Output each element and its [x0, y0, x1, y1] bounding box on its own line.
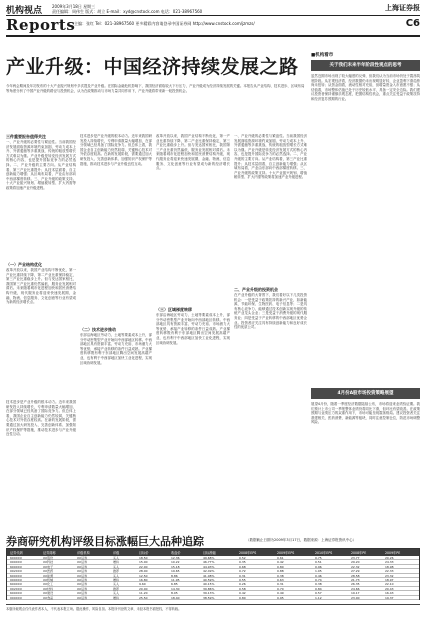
table-cell: 0.74 [315, 578, 322, 582]
editor-line: 责任编辑：周伟生 版式：胡立 E-mail：xyd@cnstock.com 电话：021-38967560 [52, 9, 203, 14]
footer-disclaimer: 本版所载观点仅代表作者本人，不代表本报立场。据此操作，风险自担。本报所刊登的文章，未经本报书面授权，不得转载。 [6, 604, 420, 618]
page-headline: 产业升级：中国经济持续发展之路 [6, 56, 299, 78]
table-cell: 9.60 [139, 582, 146, 587]
section-title: 三件重要报告值得关注 [6, 134, 46, 139]
table-cell: 22.00 [139, 564, 148, 569]
table-cell: XX医药 [43, 569, 54, 574]
section-title: （一）产业结构优化 [6, 262, 42, 267]
table-header-cell: 评级机构 [77, 551, 90, 555]
table-cell: 16.43 [385, 591, 394, 596]
table-cell: 6.85 [171, 582, 178, 587]
table-header-cell: 收盘价 [171, 551, 181, 555]
table-cell: XX股份 [43, 556, 54, 560]
table-cell: 0.88 [277, 569, 284, 574]
column-tag: ■机构看市 [311, 53, 334, 58]
reports-title: Reports [6, 16, 76, 34]
article-text: 改革开放以来，我国产业结构不断优化，第一产业比重持续下降，第二产业比重保持稳定，第三产业比重稳步上升。但与发达国家相比，我国第三产业比重仍然偏低，服务业发展相对滞后。未来随着城市化进程加快和居民消费结构升级，现代服务业将迎来快速发展期，金融、物流、信息服务、文化创意等行业有望成为新的经济增长点。 [156, 134, 230, 171]
table-cell: 23.00 [351, 595, 360, 600]
table-cell: 002XXX [10, 569, 22, 574]
table-cell: 0.38 [277, 573, 284, 578]
page-number: C6 [405, 18, 420, 29]
table-cell: 0.61 [277, 556, 284, 560]
article-text: 在产业升级的大背景下，我们看好以下几类投资机会：一是受益于政策扶持的新兴产业，如新能源、节能环保、生物医药、电子信息等；二是具有核心竞争力、能够通过技术创新实现升级的传统产业龙头企业；三是受益于消费升级的现代服务业；四是受益于产业转移的中西部地区优势企业。投资者应关注具有持续创新能力和良好成长性的优质公司。 [234, 293, 307, 330]
article-text: 技术进步是产业升级的根本动力。近年来我国研发投入持续增长，专利申请数量大幅增加，在部分领域已经具备了国际竞争力。但总体上看，我国企业自主创新能力仍然较弱，关键核心技术对外依存度较高。在新的发展阶段，需要通过加大研发投入、完善创新体系、加强知识产权保护等措施，推动技术进步与产业升级良性互动。 [80, 134, 152, 166]
table-cell: XX证券 [77, 582, 88, 587]
table-cell: 41.08% [203, 573, 215, 578]
table-cell: XX科技 [43, 560, 54, 565]
table-cell: XX证券 [77, 573, 88, 578]
table-cell: 000XXX [10, 595, 22, 600]
table-header-cell: 2008年EPS [239, 551, 257, 555]
table-cell: 0.63 [277, 578, 284, 582]
table-cell: 24.33 [385, 560, 394, 565]
date-text: 2009年3月18日 星期三 [52, 4, 96, 9]
table-cell: 0.42 [277, 560, 284, 565]
table-cell: 21.73 [351, 578, 360, 582]
table-cell: 18.98 [385, 564, 394, 569]
table-cell: 1.05 [315, 569, 322, 574]
article-text: 一、产业升级的必要性与紧迫性。当前我国经济发展面临资源环境约束加剧、劳动力成本上升、外需萎缩等多重挑战，传统的粗放型增长方式难以为继。产业升级是转变经济发展方式的核心内容，也是提升国际竞争力的必然选择。二、产业升级的主要方向。从产业结构看，第三产业比重提升；从技术层面看，自主创新能力增强；从区域布局看，产业由东部向中西部梯度转移。三、产业升级的政策支持。十大产业振兴规划、增值税转型、扩大内需等政策将加速产业升级进程。 [6, 140, 76, 190]
table-cell: 18.97 [385, 578, 394, 582]
table-cell: 26.35 [351, 582, 360, 587]
table-cell: 19.65 [171, 569, 180, 574]
table-cell: 39.13% [203, 591, 215, 596]
table-cell: 0.84 [315, 586, 322, 591]
table-row [7, 596, 419, 600]
table-header-cell: 证券代码 [10, 551, 23, 555]
table-cell: 0.75 [315, 556, 322, 560]
table-cell: 39.86% [203, 586, 215, 591]
table-cell: 19.37 [385, 595, 394, 600]
table-cell: 600XXX [10, 573, 22, 578]
date-line [52, 4, 252, 14]
table-cell: 0.51 [315, 560, 322, 565]
table-cell: 推荐 [113, 569, 120, 574]
table-cell: 8.86 [171, 573, 178, 578]
table-cell: XX证券 [77, 586, 88, 591]
table-cell: 10.22 [171, 560, 180, 565]
intro-paragraph: 今年两会期间及年初发布的十大产业振兴规划中多次提及产业升级。在国际金融危机影响下，我国经济面临较大下行压力，产业升级成为经济持续发展的关键。本报告从产业结构、技术进步、区域布局等角度分析了中国产业升级的路径与投资机会，认为在政策推动与市场力量共同作用下，产业升级将带来新一轮投资机会。 [6, 84, 305, 93]
table-header-cell: 2009年EPS [277, 551, 295, 555]
table-cell: 0.95 [277, 595, 284, 600]
table-header-cell: 2009年PE [385, 551, 401, 555]
table-cell: 49.68% [203, 556, 215, 560]
table-cell: 600XXX [10, 556, 22, 560]
table-cell: 0.31 [277, 582, 284, 587]
table-cell: 25.50 [139, 595, 148, 600]
table-cell: 0.58 [239, 586, 246, 591]
table-cell: 0.31 [239, 573, 246, 578]
table-cell: 40.15% [203, 582, 215, 587]
table-cell: 44.93% [203, 564, 215, 569]
masthead-rule [6, 35, 420, 37]
table-cell: XX证券 [77, 569, 88, 574]
table-header-cell: 评级 [113, 551, 120, 555]
section-title: （三）区域梯度转移 [156, 307, 192, 312]
section-title: （二）技术进步推动 [80, 327, 116, 332]
table-cell: 12.50 [139, 573, 148, 578]
table-cell: 22.33 [385, 569, 394, 574]
table-cell: 600XXX [10, 582, 22, 587]
section-title: 二、产业升级的投资机会 [234, 287, 278, 292]
table-cell: 1.12 [315, 595, 322, 600]
sidebar-headline-box: 4月份A股市场投资策略展望 [311, 388, 420, 399]
table-cell: 19.17 [351, 591, 360, 596]
table-cell: 增持 [113, 595, 120, 600]
table-cell: 23.77 [351, 556, 360, 560]
table-cell: 增持 [113, 560, 120, 565]
article-text: 改革开放以来，我国产业结构不断优化，第一产业比重持续下降，第二产业比重保持稳定，第三产业比重稳步上升。但与发达国家相比，我国第三产业比重仍然偏低，服务业发展相对滞后。未来随着城市化进程加快和居民消费结构升级，现代服务业将迎来快速发展期，金融、物流、信息服务、文化创意等行业有望成为新的经济增长点。 [6, 268, 76, 305]
table-header-cell: 证券简称 [43, 551, 56, 555]
table-cell: XX证券 [77, 595, 88, 600]
table-cell: 15.00 [139, 560, 148, 565]
table-cell: 28.00 [139, 569, 148, 574]
table-cell: 买入 [113, 591, 120, 596]
newspaper-logo: 上海证券报 [385, 3, 420, 12]
table-cell: 002XXX [10, 586, 22, 591]
table-header-cell: 2008年PE [351, 551, 367, 555]
table-cell: 16.80 [139, 578, 148, 582]
table-cell: 增持 [113, 578, 120, 582]
table-cell: 0.42 [239, 591, 246, 596]
article-text: 东部沿海地区劳动力、土地等要素成本上升，部分劳动密集型产业开始向中西部地区转移。中西部地区具有资源丰富、劳动力充裕、市场潜力大等优势，承接产业转移的条件日益成熟。产业梯度转移既有利于东部地区腾出空间发展高端产业，也有利于中西部地区加快工业化进程，实现区域协调发展。 [80, 333, 152, 365]
right-column [311, 52, 420, 524]
table-cell: 600XXX [10, 591, 22, 596]
table-cell: 46.77% [203, 560, 215, 565]
table-cell: 23.32 [385, 573, 394, 578]
article-text: 东部沿海地区劳动力、土地等要素成本上升，部分劳动密集型产业开始向中西部地区转移。中西部地区具有资源丰富、劳动力充裕、市场潜力大等优势，承接产业转移的条件日益成熟。产业梯度转移既有利于东部地区腾出空间发展高端产业，也有利于中西部地区加快工业化进程，实现区域协调发展。 [156, 313, 230, 345]
table-cell: 买入 [113, 582, 120, 587]
table-cell: XX化工 [43, 582, 54, 587]
table-title: 券商研究机构评级目标涨幅巨大品种追踪 [6, 535, 204, 548]
table-cell: 0.68 [239, 564, 246, 569]
table-cell: 600XXX [10, 564, 22, 569]
table-cell: 0.49 [277, 591, 284, 596]
table-cell: XX证券 [77, 560, 88, 565]
table-cell: 20.43 [385, 586, 394, 591]
table-cell: 24.66 [351, 586, 360, 591]
table-cell: 20.00 [139, 586, 148, 591]
table-cell: XX建设 [43, 591, 54, 596]
article-text: 一、产业升级的必要性与紧迫性。当前我国经济发展面临资源环境约束加剧、劳动力成本上升、外需萎缩等多重挑战，传统的粗放型增长方式难以为继。产业升级是转变经济发展方式的核心内容，也是提升国际竞争力的必然选择。二、产业升级的主要方向。从产业结构看，第三产业比重提升；从技术层面看，自主创新能力增强；从区域布局看，产业由东部向中西部梯度转移。三、产业升级的政策支持。十大产业振兴规划、增值税转型、扩大内需等政策将加速产业升级进程。 [234, 134, 307, 180]
table-cell: XX材料 [43, 586, 54, 591]
table-cell: 12.36 [171, 556, 180, 560]
table-cell: 38.59% [203, 595, 215, 600]
table-header-cell: 2010年EPS [315, 551, 333, 555]
table-cell: XX能源 [43, 573, 54, 578]
table-cell: 000XXX [10, 560, 22, 565]
table-cell: XX证券 [77, 578, 88, 582]
table-cell: 11.95 [171, 578, 180, 582]
table-cell: 18.40 [171, 595, 180, 600]
table-cell: XX证券 [77, 591, 88, 596]
table-cell: 买入 [113, 556, 120, 560]
masthead [6, 3, 420, 49]
table-cell: 买入 [113, 564, 120, 569]
table-cell: 0.55 [239, 578, 246, 582]
table-cell: 8.05 [171, 591, 178, 596]
table-header-cell: 目标价 [139, 551, 149, 555]
table-cell: XX机械 [43, 578, 54, 582]
article-text: 技术进步是产业升级的根本动力。近年来我国研发投入持续增长，专利申请数量大幅增加，在部分领域已经具备了国际竞争力。但总体上看，我国企业自主创新能力仍然较弱，关键核心技术对外依存度较高。在新的发展阶段，需要通过加大研发投入、完善创新体系、加强知识产权保护等措施，推动技术进步与产业升级良性互动。 [6, 400, 76, 437]
table-cell: 11.20 [139, 591, 148, 596]
table-cell: 000XXX [10, 578, 22, 582]
column-name: 机构视点 [6, 6, 43, 16]
table-cell: XX证券 [77, 564, 88, 569]
table-cell: 29.20 [351, 560, 360, 565]
table-cell: 15.18 [171, 564, 180, 569]
table-cell: 20.26 [385, 556, 394, 560]
table-cell: 0.72 [239, 569, 246, 574]
table-cell: 18.50 [139, 556, 148, 560]
table-header-row [7, 549, 419, 556]
table-cell: XX证券 [77, 556, 88, 560]
sidebar-headline-box: 关于我们未来半年阶段性观点的思考 [311, 60, 420, 71]
table-cell: 0.46 [315, 573, 322, 578]
table-note: （数据截止日期为2009年3月17日，数据来源：上海证券报资讯中心） [246, 538, 357, 542]
table-cell: 28.58 [351, 573, 360, 578]
table-cell: 0.57 [315, 591, 322, 596]
table-cell: 0.26 [239, 582, 246, 587]
table-cell: 22.32 [351, 564, 360, 569]
stock-rating-table [6, 548, 420, 600]
table-cell: 0.52 [239, 556, 246, 560]
table-cell: 42.49% [203, 569, 215, 574]
table-cell: XX食品 [43, 595, 54, 600]
sidebar-text: 虽然近期市场出现了较大幅度的反弹，但我们认为当前市场仍处于震荡筑底阶段。从宏观经济看，经济数据仍未出现明显好转，企业盈利下滑趋势尚未扭转；从资金面看，流动性相对充裕，但增量资金入市意愿不强；从估值看，市场整体估值已处于历史较低水平，具备一定安全边际。我们建议投资者保持谨慎乐观态度，把握结构性机会，重点关注受益于政策扶持和经济复苏预期的行业。 [311, 74, 420, 101]
table-header-cell: 目标涨幅 [203, 551, 216, 555]
table-cell: 40.59% [203, 578, 215, 582]
table-cell: XX电子 [43, 564, 54, 569]
table-cell: 0.80 [239, 595, 246, 600]
table-cell: 22.10 [385, 582, 394, 587]
table-cell: 0.38 [315, 582, 322, 587]
table-cell: 27.29 [351, 569, 360, 574]
sidebar-text: 展望4月份，随着一季度经济数据陆续公布，市场将迎来业绩验证期。我们预计上市公司一季报整体业绩仍将同比下滑，但环比有望改善。在政策预期与业绩压力的双重作用下，市场可能呈现震荡格局。建议投资者关注基建相关、医药消费、新能源等板块，同时注意控制仓位，防范市场调整风险。 [311, 402, 420, 425]
table-cell: 推荐 [113, 586, 120, 591]
table-cell: 买入 [113, 573, 120, 578]
table-cell: 0.96 [315, 564, 322, 569]
table-cell: 0.70 [277, 586, 284, 591]
table-cell: 14.30 [171, 586, 180, 591]
table-cell: 0.80 [277, 564, 284, 569]
masthead-subtitle: 主编：张红 Tel：021-38967560 更多精彩内容请登录中国证券网 http://www.cnstock.com/jzmzs/ [74, 21, 255, 26]
table-cell: 0.35 [239, 560, 246, 565]
